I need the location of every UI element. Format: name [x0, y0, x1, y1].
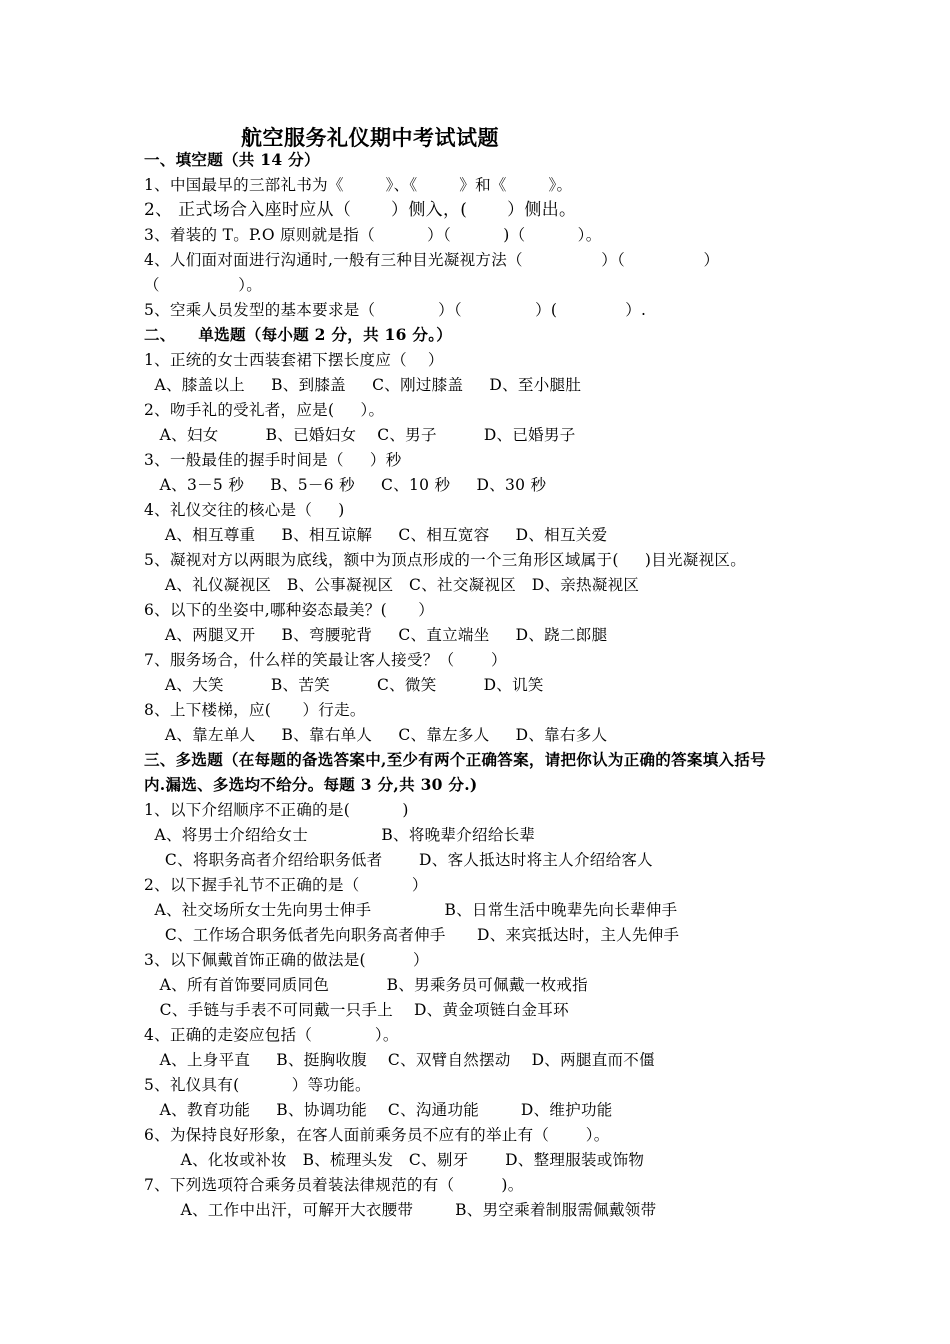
- question-line: A、上身平直 B、挺胸收腹 C、双臂自然摆动 D、两腿直而不僵: [144, 1051, 655, 1069]
- section-heading: 三、多选题（在每题的备选答案中,至少有两个正确答案，请把你认为正确的答案填入括号: [144, 750, 766, 769]
- question-line: 4、正确的走姿应包括（ ）。: [144, 1026, 399, 1044]
- question-line: A、相互尊重 B、相互谅解 C、相互宽容 D、相互关爱: [144, 526, 608, 544]
- question-line: 5、凝视对方以两眼为底线，额中为顶点形成的一个三角形区域属于( )目光凝视区。: [144, 551, 746, 569]
- question-line: 2、 正式场合入座时应从（ ）侧入，( ）侧出。: [144, 200, 577, 220]
- section-heading: 内.漏选、多选均不给分。每题 3 分,共 30 分.): [144, 775, 478, 794]
- question-line: 1、正统的女士西装套裙下摆长度应（ ）: [144, 351, 444, 369]
- question-line: A、教育功能 B、协调功能 C、沟通功能 D、维护功能: [144, 1101, 613, 1119]
- question-line: C、手链与手表不可同戴一只手上 D、黄金项链白金耳环: [144, 1001, 569, 1019]
- question-line: 7、服务场合，什么样的笑最让客人接受？（ ）: [144, 651, 507, 669]
- question-line: A、大笑 B、苦笑 C、微笑 D、讥笑: [144, 676, 544, 694]
- question-line: 3、一般最佳的握手时间是（ ）秒: [144, 451, 402, 469]
- question-line: A、工作中出汗，可解开大衣腰带 B、男空乘着制服需佩戴领带: [144, 1201, 657, 1219]
- question-line: A、将男士介绍给女士 B、将晚辈介绍给长辈: [144, 826, 536, 844]
- question-line: A、礼仪凝视区 B、公事凝视区 C、社交凝视区 D、亲热凝视区: [144, 576, 640, 594]
- question-line: （ ）。: [144, 276, 263, 294]
- question-line: 7、下列选项符合乘务员着装法律规范的有（ )。: [144, 1176, 524, 1194]
- question-line: A、妇女 B、已婚妇女 C、男子 D、已婚男子: [144, 426, 576, 444]
- question-line: 1、以下介绍顺序不正确的是( ): [144, 801, 409, 819]
- section-heading: 一、填空题（共 14 分）: [144, 150, 320, 169]
- question-line: A、化妆或补妆 B、梳理头发 C、剔牙 D、整理服装或饰物: [144, 1151, 645, 1169]
- question-line: A、靠左单人 B、靠右单人 C、靠左多人 D、靠右多人: [144, 726, 608, 744]
- question-line: 4、礼仪交往的核心是（ ): [144, 501, 345, 519]
- question-line: 3、以下佩戴首饰正确的做法是( ）: [144, 951, 429, 969]
- question-line: 8、上下楼梯，应( ）行走。: [144, 701, 366, 719]
- question-line: 6、为保持良好形象，在客人面前乘务员不应有的举止有（ ）。: [144, 1126, 610, 1144]
- question-line: A、所有首饰要同质同色 B、男乘务员可佩戴一枚戒指: [144, 976, 588, 994]
- question-line: 4、人们面对面进行沟通时,一般有三种目光凝视方法（ ）（ ）: [144, 251, 720, 269]
- section-heading: 二、 单选题（每小题 2 分，共 16 分。）: [144, 325, 453, 344]
- question-line: 5、礼仪具有( ）等功能。: [144, 1076, 371, 1094]
- question-line: 2、以下握手礼节不正确的是（ ）: [144, 876, 428, 894]
- page-title: 航空服务礼仪期中考试试题: [241, 125, 499, 150]
- question-line: A、两腿叉开 B、弯腰驼背 C、直立端坐 D、跷二郎腿: [144, 626, 608, 644]
- question-line: 3、着装的 T。P.O 原则就是指（ ）（ )（ ）。: [144, 226, 602, 244]
- question-line: 1、中国最早的三部礼书为《 》、《 》和《 》。: [144, 176, 573, 194]
- question-line: C、工作场合职务低者先向职务高者伸手 D、来宾抵达时，主人先伸手: [144, 926, 680, 944]
- question-line: C、将职务高者介绍给职务低者 D、客人抵达时将主人介绍给客人: [144, 851, 653, 869]
- question-line: A、膝盖以上 B、到膝盖 C、刚过膝盖 D、至小腿肚: [144, 376, 582, 394]
- question-line: A、3－5 秒 B、5－6 秒 C、10 秒 D、30 秒: [144, 476, 547, 494]
- question-line: 2、吻手礼的受礼者，应是( ）。: [144, 401, 385, 419]
- question-line: 6、以下的坐姿中,哪种姿态最美？( ）: [144, 601, 435, 619]
- question-line: A、社交场所女士先向男士伸手 B、日常生活中晚辈先向长辈伸手: [144, 901, 678, 919]
- question-line: 5、空乘人员发型的基本要求是（ ）（ ）( ）.: [144, 301, 647, 319]
